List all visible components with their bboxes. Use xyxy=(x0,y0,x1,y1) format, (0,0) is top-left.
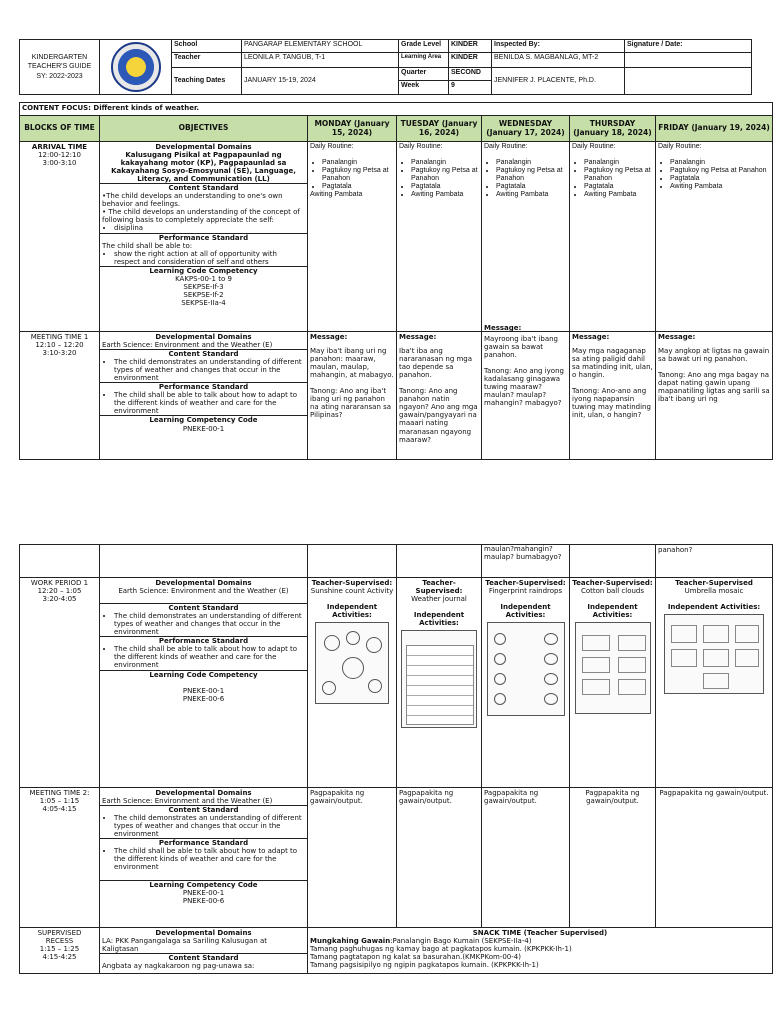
meeting1-cs-title: Content Standard xyxy=(100,349,307,358)
work1-tuesday xyxy=(397,578,482,788)
picture-box-drawing xyxy=(703,649,729,667)
arrival-lcc-1: SEKPSE-If-3 xyxy=(183,282,224,291)
meeting2-cs-bullet: • The child demonstrates an understanding of different types of weather and changes that occur in the environment xyxy=(114,814,305,838)
col-tuesday: TUESDAY (January 16, 2024) xyxy=(397,116,482,142)
cont-thursday xyxy=(570,545,656,578)
mungkahing-gawain xyxy=(310,937,770,945)
recess-name-2: RECESS xyxy=(45,937,74,946)
meeting2-name: MEETING TIME 2: xyxy=(29,789,90,797)
work1-wed-activity: Fingerprint raindrops xyxy=(488,587,563,596)
meeting1-dd-title: Developmental Domains xyxy=(155,333,252,341)
weather-icon-drawing xyxy=(494,653,506,665)
meeting1-thu-text: May mga nagaganap sa ating paligid dahil sa matinding init, ulan, o hangin. xyxy=(572,347,653,380)
work1-name: WORK PERIOD 1 xyxy=(30,579,89,587)
meeting1-lcc-title: Learning Competency Code xyxy=(100,415,307,424)
sun-drawing xyxy=(342,657,364,679)
meeting1-wed-text: Mayroong iba't ibang gawain sa bawat panahon. xyxy=(484,335,558,360)
meeting1-dd-text: Earth Science: Environment and the Weather (E) xyxy=(102,341,273,350)
school-value: PANGARAP ELEMENTARY SCHOOL xyxy=(242,40,399,53)
area-label: Learning Area xyxy=(399,53,449,68)
col-blocks: BLOCKS OF TIME xyxy=(20,116,100,142)
grade-label: Grade Level xyxy=(399,40,449,53)
arrival-wednesday xyxy=(482,142,570,332)
picture-box-drawing xyxy=(582,679,610,695)
row-recess xyxy=(20,928,773,974)
week-label: Week xyxy=(399,81,449,95)
cont-friday: panahon? xyxy=(656,545,773,578)
matching-worksheet-image xyxy=(487,622,565,716)
ia-label: Independent Activities: xyxy=(326,603,378,620)
meeting1-objectives xyxy=(100,332,308,460)
routine-item: • Panalangin xyxy=(411,159,479,167)
arrival-ps-title: Performance Standard xyxy=(100,233,307,242)
week-value: 9 xyxy=(449,81,492,95)
row-meeting-2 xyxy=(20,788,773,928)
recess-cs-text: Angbata ay nagkakaroon ng pag-unawa sa: xyxy=(102,962,255,971)
snack-line: Tamang paghuhugas ng kamay bago at pagkatapos kumain. (KPKPKK-Ih-1) xyxy=(310,945,572,954)
routine-item: • Pagtatala xyxy=(322,183,394,191)
picture-box-drawing xyxy=(703,625,729,643)
work1-dd-text: Earth Science: Environment and the Weather (E) xyxy=(118,587,289,596)
meeting1-cs-bullet: • The child demonstrates an understanding of different types of weather and changes that occur in the environment xyxy=(114,358,305,382)
weather-icon-drawing xyxy=(494,693,506,705)
arrival-lcc-3: SEKPSE-IIa-4 xyxy=(181,298,226,307)
sun-drawing xyxy=(322,681,336,695)
routine-item: • Awiting Pambata xyxy=(584,191,653,199)
work1-cs-title: Content Standard xyxy=(100,603,307,612)
meeting2-objectives xyxy=(100,788,308,928)
meeting2-lcc-1: PNEKE-00-6 xyxy=(182,896,225,905)
ts-label: Teacher-Supervised: xyxy=(311,579,393,587)
recess-time2: 4:15-4:25 xyxy=(42,953,77,962)
picture-box-drawing xyxy=(671,625,697,643)
recess-dd-text: LA: PKK Pangangalaga sa Sariling Kalusugan at Kaligtasan xyxy=(102,937,268,954)
meeting1-wednesday xyxy=(482,324,570,460)
header-block xyxy=(19,39,751,95)
routine-label: Daily Routine: xyxy=(572,143,616,150)
ia-label: Independent Activities: xyxy=(587,603,638,620)
quarter-label: Quarter xyxy=(399,68,449,81)
ia-label: Independent Activities: xyxy=(500,603,551,620)
snack-line: Tamang pagtatapon ng kalat sa basurahan.(KMKPKom-00-4) xyxy=(310,953,521,962)
arrival-time-cell xyxy=(20,142,100,332)
picture-box-drawing xyxy=(618,657,646,673)
routine-item: • Pagtatala xyxy=(411,183,479,191)
routine-label: Daily Routine: xyxy=(310,143,354,150)
col-friday: FRIDAY (January 19, 2024) xyxy=(656,116,773,142)
ts-label: Teacher-Supervised xyxy=(675,579,753,587)
weather-icon-drawing xyxy=(544,693,558,705)
inspector-1: BENILDA S. MAGBANLAG, MT-2 xyxy=(492,53,625,68)
sun-drawing xyxy=(368,679,382,693)
guide-sy: SY: 2022-2023 xyxy=(36,72,83,80)
arrival-lcc-0: KAKPS-00-1 to 9 xyxy=(175,274,232,283)
work1-objectives xyxy=(100,578,308,788)
routine-item: • Awiting Pambata xyxy=(670,183,770,191)
work1-tue-activity: Weather journal xyxy=(411,595,467,604)
routine-item: • Panalangin xyxy=(584,159,653,167)
mungkahing-label: Mungkahing Gawain xyxy=(310,937,391,946)
picture-box-drawing xyxy=(735,625,759,643)
snack-line: Tamang pagsisipilyo ng ngipin pagkatapos kumain. (KPKPKK-Ih-1) xyxy=(310,961,539,970)
work1-lcc-0: PNEKE-00-1 xyxy=(182,686,225,695)
recess-objectives xyxy=(100,928,308,974)
work1-time2: 3:20-4:05 xyxy=(42,595,77,604)
picture-box-drawing xyxy=(582,635,610,651)
weather-icon-drawing xyxy=(544,633,558,645)
meeting1-time-cell xyxy=(20,332,100,460)
meeting1-mon-question: Tanong: Ano ang iba't ibang uri ng panahon na ating nararansan sa Pilipinas? xyxy=(310,387,392,420)
ts-label: Teacher-Supervised: xyxy=(415,579,463,596)
meeting2-ps-title: Performance Standard xyxy=(100,838,307,847)
meeting1-friday xyxy=(656,332,773,460)
routine-label: Daily Routine: xyxy=(484,143,528,150)
meeting1-thursday xyxy=(570,332,656,460)
message-label: Message: xyxy=(658,333,696,341)
routine-item: • Panalangin xyxy=(670,159,770,167)
meeting1-tue-text: Iba't iba ang nararanasan ng mga tao depende sa panahon. xyxy=(399,347,473,380)
arrival-lcc-2: SEKPSE-If-2 xyxy=(183,290,224,299)
guide-title-1: KINDERGARTEN xyxy=(31,54,88,62)
teacher-label: Teacher xyxy=(172,53,242,68)
sunshine-worksheet-image xyxy=(315,622,389,704)
ts-label: Teacher-Supervised: xyxy=(485,579,566,587)
routine-item: • Pagtukoy ng Petsa at Panahon xyxy=(584,167,653,183)
area-value: KINDER xyxy=(449,53,492,68)
picture-box-drawing xyxy=(618,679,646,695)
school-label: School xyxy=(172,40,242,53)
arrival-monday xyxy=(308,142,397,332)
arrival-cs-2: • The child develops an understanding of the concept of following basis to completely appreciate the self: xyxy=(102,208,300,225)
routine-extra: Awiting Pambata xyxy=(310,191,363,199)
routine-item: • Pagtatala xyxy=(584,183,653,191)
meeting2-thursday: Pagpapakita ng gawain/output. xyxy=(570,788,656,928)
ia-label: Independent Activities: xyxy=(413,611,465,628)
meeting1-time1: 12:10 – 12:20 xyxy=(35,341,84,350)
routine-label: Daily Routine: xyxy=(399,143,443,150)
row-continuation xyxy=(20,545,773,578)
recess-snack-cell xyxy=(308,928,773,974)
cont-objectives xyxy=(100,545,308,578)
arrival-time1: 12:00-12:10 xyxy=(38,151,81,160)
mungkahing-text: :Panalangin Bago Kumain (SEKPSE-IIa-4) xyxy=(390,937,532,946)
meeting1-lcc-code: PNEKE-00-1 xyxy=(182,424,225,433)
work1-cs-bullet: • The child demonstrates an understanding of different types of weather and changes that occur in the environment xyxy=(114,612,305,636)
arrival-lcc-title: Learning Code Competency xyxy=(100,266,307,275)
picture-box-drawing xyxy=(703,673,729,689)
col-objectives: OBJECTIVES xyxy=(100,116,308,142)
work1-wednesday xyxy=(482,578,570,788)
weather-icon-drawing xyxy=(494,673,506,685)
recess-name-1: SUPERVISED xyxy=(37,929,82,937)
weather-icon-drawing xyxy=(544,673,558,685)
ts-label: Teacher-Supervised: xyxy=(572,579,653,587)
meeting1-tuesday xyxy=(397,332,482,460)
work1-monday xyxy=(308,578,397,788)
meeting1-thu-question: Tanong: Ano-ano ang iyong napapansin tuwing may matinding init, ulan, o hangin? xyxy=(572,387,651,420)
cont-monday xyxy=(308,545,397,578)
arrival-ps-bullet: • show the right action at all of opportunity with respect and consideration of self and others xyxy=(114,250,305,266)
meeting1-ps-bullet: • The child shall be able to talk about how to adapt to the different kinds of weather and care for the environment xyxy=(114,391,305,415)
sun-drawing xyxy=(324,635,340,651)
weather-icon-drawing xyxy=(544,653,558,665)
recess-time-cell xyxy=(20,928,100,974)
signature-1 xyxy=(625,53,752,68)
picture-box-drawing xyxy=(735,649,759,667)
meeting2-lcc-title: Learning Competency Code xyxy=(100,880,307,889)
arrival-cs-1: •The child develops an understanding to one's own behavior and feelings. xyxy=(102,192,283,209)
col-wednesday: WEDNESDAY (January 17, 2024) xyxy=(482,116,570,142)
meeting1-name: MEETING TIME 1 xyxy=(30,333,89,341)
arrival-cs-title: Content Standard xyxy=(168,184,239,193)
signature-label: Signature / Date: xyxy=(625,40,752,53)
arrival-time2: 3:00-3:10 xyxy=(42,159,77,168)
meeting2-time2: 4:05-4:15 xyxy=(42,805,77,814)
message-label: Message: xyxy=(572,333,610,341)
quarter-value: SECOND xyxy=(449,68,492,81)
meeting2-dd-title: Developmental Domains xyxy=(155,789,252,797)
dates-value: JANUARY 15-19, 2024 xyxy=(242,68,399,95)
cont-blocks xyxy=(20,545,100,578)
header-table xyxy=(19,39,752,95)
grade-value: KINDER xyxy=(449,40,492,53)
logo-cell xyxy=(100,40,172,95)
work1-time-cell xyxy=(20,578,100,788)
deped-seal-logo xyxy=(111,42,161,92)
meeting1-time2: 3:10-3:20 xyxy=(42,349,77,358)
recess-cs-title: Content Standard xyxy=(100,953,307,962)
arrival-thursday xyxy=(570,142,656,332)
recess-dd-title: Developmental Domains xyxy=(155,929,252,937)
meeting1-fri-text: May angkop at ligtas na gawain sa bawat uri ng panahon. xyxy=(658,347,770,364)
work1-thu-activity: Cotton ball clouds xyxy=(580,587,645,596)
col-monday: MONDAY (January 15, 2024) xyxy=(308,116,397,142)
row-work-period-1 xyxy=(20,578,773,788)
sun-drawing xyxy=(366,637,382,653)
meeting2-dd-text: Earth Science: Environment and the Weather (E) xyxy=(102,797,273,806)
work1-ps-bullet: • The child shall be able to talk about how to adapt to the different kinds of weather and care for the environment xyxy=(114,645,305,669)
meeting2-time1: 1:05 – 1:15 xyxy=(39,797,80,806)
routine-item: • Panalangin xyxy=(322,159,394,167)
meeting2-lcc-0: PNEKE-00-1 xyxy=(182,888,225,897)
snack-title: SNACK TIME (Teacher Supervised) xyxy=(472,929,608,937)
meeting2-monday: Pagpapakita ng gawain/output. xyxy=(308,788,397,928)
message-label: Message: xyxy=(484,324,522,332)
meeting1-tue-question: Tanong: Ano ang panahon natin ngayon? Ano ang mga gawain/pangyayari na maaari nating maranasan ngayong maaraw? xyxy=(399,387,478,444)
work1-ps-title: Performance Standard xyxy=(100,636,307,645)
routine-item: • Pagtatala xyxy=(496,183,567,191)
weather-icon-drawing xyxy=(494,633,506,645)
routine-item: • Pagtukoy ng Petsa at Panahon xyxy=(496,167,567,183)
picture-box-drawing xyxy=(618,635,646,651)
ia-label: Independent Activities: xyxy=(667,603,761,612)
meeting2-wednesday: Pagpapakita ng gawain/output. xyxy=(482,788,570,928)
routine-item: • Pagtukoy ng Petsa at Panahon xyxy=(670,167,770,175)
routine-item: • Panalangin xyxy=(496,159,567,167)
work1-friday xyxy=(656,578,773,788)
meeting1-ps-title: Performance Standard xyxy=(100,382,307,391)
work1-lcc-title: Learning Code Competency xyxy=(100,670,307,679)
routine-item: • Awiting Pambata xyxy=(496,191,567,199)
cont-wednesday: maulan?mahangin? maulap? bumabagyo? xyxy=(482,545,570,578)
arrival-tuesday xyxy=(397,142,482,332)
col-thursday: THURSDAY (January 18, 2024) xyxy=(570,116,656,142)
arrival-dd-text: Kalusugang Pisikal at Pagpapaunlad ng kakayahang motor (KP), Pagpapaunlad sa Kakayahang Sosyo-Emosyunal (SE), Language, Literacy, and Communication (LL) xyxy=(111,151,296,184)
work1-dd-title: Developmental Domains xyxy=(155,579,252,587)
meeting1-mon-text: May iba't ibang uri ng panahon: maaraw, maulan, maulap, mahangin, at mabagyo. xyxy=(310,347,394,380)
recess-time1: 1:15 – 1:25 xyxy=(39,945,80,954)
meeting2-tuesday: Pagpapakita ng gawain/output. xyxy=(397,788,482,928)
meeting2-friday: Pagpapakita ng gawain/output. xyxy=(656,788,773,928)
main-table-page-1 xyxy=(19,102,772,460)
picture-box-drawing xyxy=(582,657,610,673)
routine-item: • Pagtukoy ng Petsa at Panahon xyxy=(322,167,394,183)
arrival-friday xyxy=(656,142,773,332)
weather-journal-worksheet-image xyxy=(401,630,477,728)
inspector-2: JENNIFER J. PLACENTE, Ph.D. xyxy=(492,68,625,95)
main-table-page-2 xyxy=(19,544,772,974)
message-label: Message: xyxy=(310,333,348,341)
content-focus: CONTENT FOCUS: Different kinds of weather. xyxy=(20,103,773,116)
work1-time1: 12:20 – 1:05 xyxy=(37,587,82,596)
cloud-worksheet-image xyxy=(575,622,651,714)
meeting1-fri-question: Tanong: Ano ang mga bagay na dapat nating gawin upang mapanatiling ligtas ang sarili sa iba't ibang uri ng xyxy=(658,371,770,404)
routine-item: • Pagtukoy ng Petsa at Panahon xyxy=(411,167,479,183)
routine-label: Daily Routine: xyxy=(658,143,702,150)
guide-title-cell xyxy=(20,40,100,95)
meeting2-cs-title: Content Standard xyxy=(100,805,307,814)
table-grid-drawing xyxy=(406,645,474,725)
arrival-name: ARRIVAL TIME xyxy=(31,143,88,151)
arrival-cs-bullet: • disiplina xyxy=(114,224,305,232)
guide-title-2: TEACHER'S GUIDE xyxy=(27,63,92,71)
arrival-objectives xyxy=(100,142,308,332)
message-label: Message: xyxy=(399,333,437,341)
work1-mon-activity: Sunshine count Activity xyxy=(310,587,394,596)
picture-box-drawing xyxy=(671,649,697,667)
lesson-table-continued xyxy=(19,544,773,974)
meeting2-time-cell xyxy=(20,788,100,928)
work1-fri-activity: Umbrella mosaic xyxy=(684,587,744,596)
row-arrival xyxy=(20,142,773,332)
arrival-ps-text: The child shall be able to: xyxy=(102,241,193,250)
inspected-label: Inspected By: xyxy=(492,40,625,53)
signature-2 xyxy=(625,68,752,95)
work1-lcc-1: PNEKE-00-6 xyxy=(182,694,225,703)
lesson-table xyxy=(19,102,773,460)
meeting1-monday xyxy=(308,332,397,460)
meeting2-ps-bullet: • The child shall be able to talk about how to adapt to the different kinds of weather and care for the environment xyxy=(114,847,305,871)
cont-tuesday xyxy=(397,545,482,578)
sun-drawing xyxy=(346,631,360,645)
routine-item: • Pagtatala xyxy=(670,175,770,183)
work1-thursday xyxy=(570,578,656,788)
row-meeting-1 xyxy=(20,332,773,460)
teacher-value: LEONILA P. TANGUB, T-1 xyxy=(242,53,399,68)
meeting1-wed-question: Tanong: Ano ang iyong kadalasang ginagawa tuwing maaraw?maulan? maulap?mahangin? mabagyo? xyxy=(484,367,564,408)
dates-label: Teaching Dates xyxy=(172,68,242,95)
weather-activity-worksheet-image xyxy=(664,614,764,694)
routine-item: • Awiting Pambata xyxy=(411,191,479,199)
arrival-dd-title: Developmental Domains Kalusugang Pisikal at Pagpapaunlad ng kakayahang motor (KP), Pagpapaunlad sa Kakayahang Sosyo-Emosyunal (SE), Language, Literacy, and Communication (LL) xyxy=(100,143,307,184)
